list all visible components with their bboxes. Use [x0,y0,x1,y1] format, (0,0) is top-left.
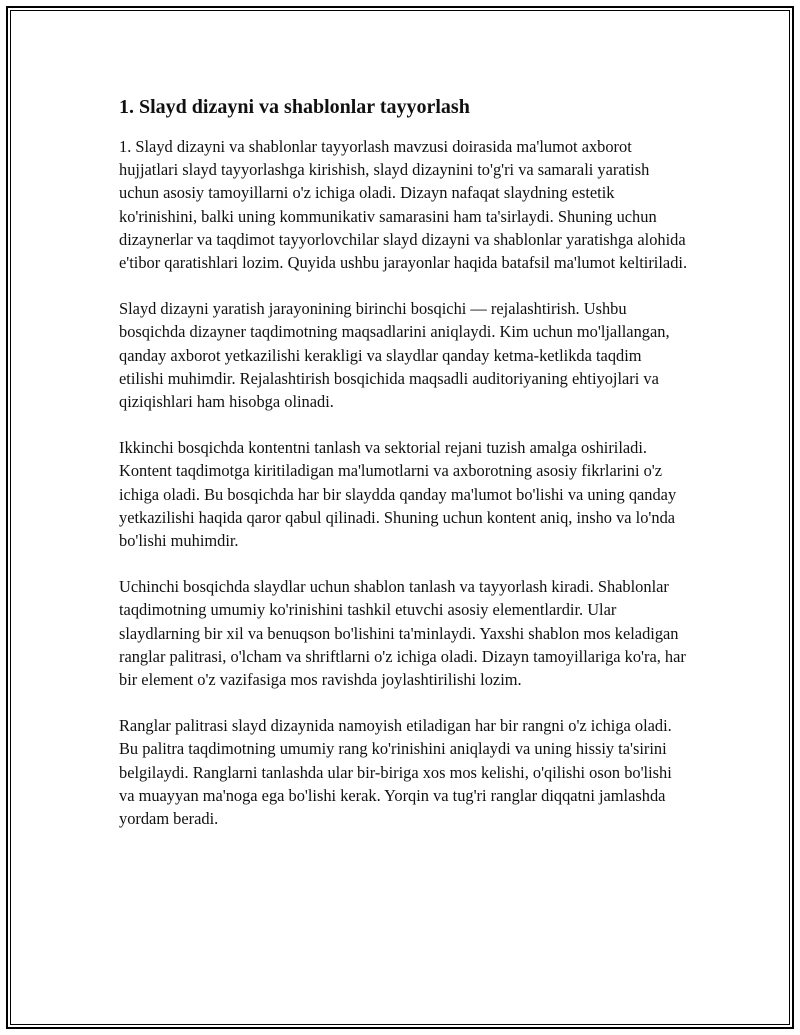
document-page [6,6,794,1029]
section-heading: 1. Slayd dizayni va shablonlar tayyorlash [119,96,470,118]
document-body [119,94,689,853]
paragraph-planning-stage: Slayd dizayni yaratish jarayonining birinchi bosqichi — rejalashtirish. Ushbu bosqichda dizayner taqdimotning maqsadlarini aniqlaydi. Kim uchun mo'ljallangan, qanday axborot yetkazilishi kerakligi va slaydlar qanday ketma-ketlikda taqdim etilishi muhimdir. Rejalashtirish bosqichida maqsadli auditoriyaning ehtiyojlari va qiziqishlari ham hisobga olinadi. [119,299,670,412]
paragraph-template-stage: Uchinchi bosqichda slaydlar uchun shablon tanlash va tayyorlash kiradi. Shablonlar taqdimotning umumiy ko'rinishini tashkil etuvchi asosiy elementlardir. Ular slaydlarning bir xil va benuqson bo'lishini ta'minlaydi. Yaxshi shablon mos keladigan ranglar palitrasi, o'lcham va shriftlarni o'z ichiga oladi. Dizayn tamoyillariga ko'ra, har bir element o'z vazifasiga mos ravishda joylashtirilishi lozim. [119,577,686,690]
paragraph-content-stage: Ikkinchi bosqichda kontentni tanlash va sektorial rejani tuzish amalga oshiriladi. Kontent taqdimotga kiritiladigan ma'lumotlarni va axborotning asosiy fikrlarini o'z ichiga oladi. Bu bosqichda har bir slaydda qanday ma'lumot bo'lishi va uning qanday yetkazilishi haqida qaror qabul qilinadi. Shuning uchun kontent aniq, insho va lo'nda bo'lishi muhimdir. [119,438,677,551]
paragraph-introduction: 1. Slayd dizayni va shablonlar tayyorlash mavzusi doirasida ma'lumot axborot hujjatlari slayd tayyorlashga kirishish, slayd dizaynini to'g'ri va samarali yaratish uchun asosiy tamoyillarni o'z ichiga oladi. Dizayn nafaqat slaydning estetik ko'rinishini, balki uning kommunikativ samarasini ham ta'sirlaydi. Shuning uchun dizaynerlar va taqdimot tayyorlovchilar slayd dizayni va shablonlar yaratishga alohida e'tibor qaratishlari lozim. Quyida ushbu jarayonlar haqida batafsil ma'lumot keltiriladi. [119,137,688,273]
paragraph-color-palette: Ranglar palitrasi slayd dizaynida namoyish etiladigan har bir rangni o'z ichiga oladi. Bu palitra taqdimotning umumiy rang ko'rinishini aniqlaydi va uning hissiy ta'sirini belgilaydi. Ranglarni tanlashda ular bir-biriga xos mos kelishi, o'qilishi oson bo'lishi va muayyan ma'noga ega bo'lishi kerak. Yorqin va tug'ri ranglar diqqatni jamlashda yordam beradi. [119,716,672,829]
